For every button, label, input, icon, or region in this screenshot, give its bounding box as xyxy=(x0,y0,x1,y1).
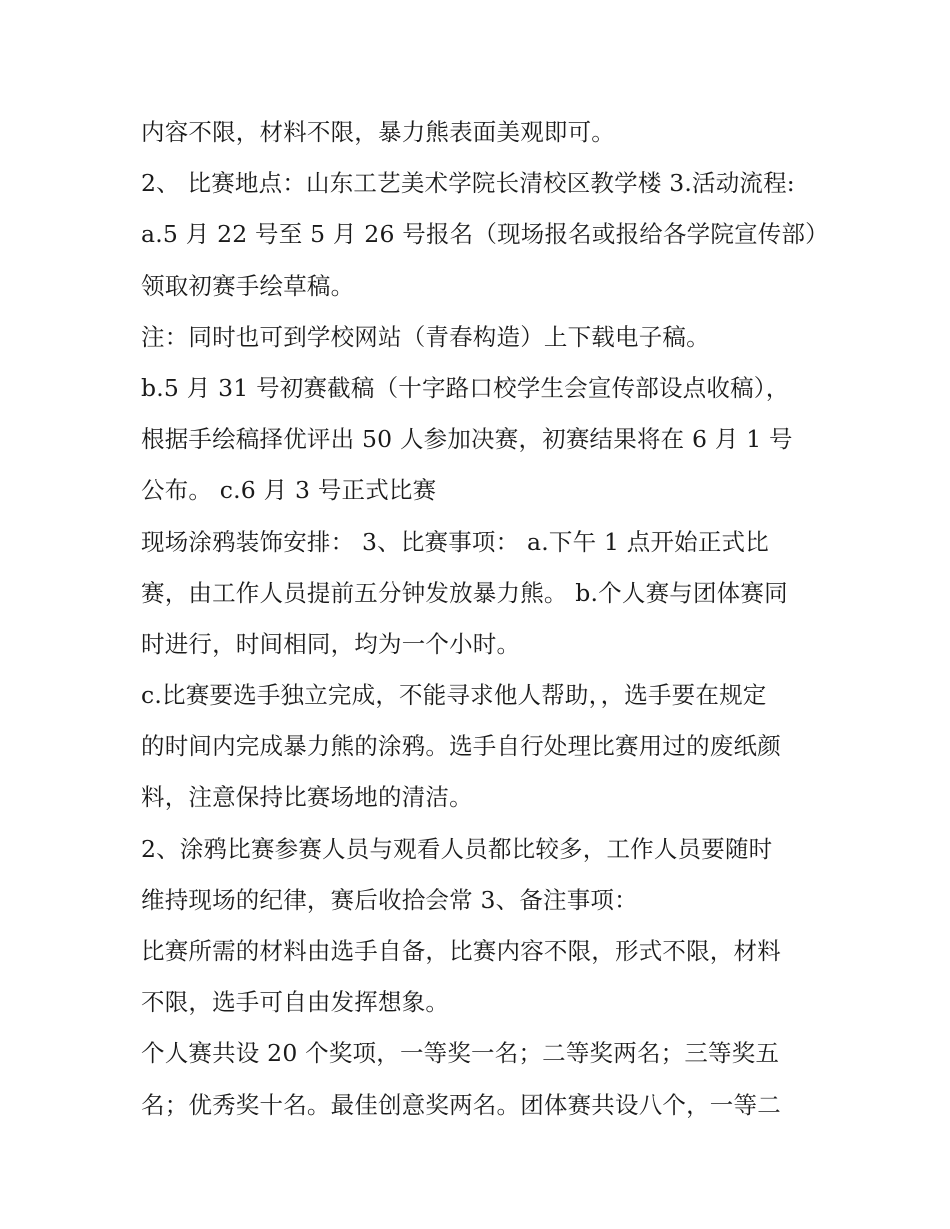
text-line: 不限，选手可自由发挥想象。 xyxy=(141,988,450,1017)
text-line: 公布。 c.6 月 3 号正式比赛 xyxy=(141,476,437,505)
text-line: 赛，由工作人员提前五分钟发放暴力熊。 b.个人赛与团体赛同 xyxy=(141,578,788,607)
text-line: 内容不限，材料不限，暴力熊表面美观即可。 xyxy=(141,118,615,146)
text-line: 根据手绘稿择优评出 50 人参加决赛，初赛结果将在 6 月 1 号 xyxy=(141,425,793,454)
text-line: 料，注意保持比赛场地的清洁。 xyxy=(141,783,473,812)
text-line: c.比赛要选手独立完成，不能寻求他人帮助，，选手要在规定 xyxy=(141,681,767,710)
document-body xyxy=(141,107,829,1131)
text-line: 时进行，时间相同，均为一个小时。 xyxy=(141,629,521,658)
text-line: 个人赛共设 20 个奖项，一等奖一名；二等奖两名；三等奖五 xyxy=(141,1039,780,1068)
text-line: 的时间内完成暴力熊的涂鸦。选手自行处理比赛用过的废纸颜 xyxy=(141,732,781,761)
text-line: b.5 月 31 号初赛截稿（十字路口校学生会宣传部设点收稿）， xyxy=(141,373,790,402)
text-line: 比赛所需的材料由选手自备，比赛内容不限，形式不限，材料 xyxy=(141,937,781,965)
text-line: 领取初赛手绘草稿。 xyxy=(141,271,355,300)
text-line: 注：同时也可到学校网站（青春构造）上下载电子稿。 xyxy=(141,322,710,351)
text-line: a.5 月 22 号至 5 月 26 号报名（现场报名或报给各学院宣传部） xyxy=(141,220,829,249)
text-line: 名；优秀奖十名。最佳创意奖两名。团体赛共设八个，一等二 xyxy=(141,1090,781,1119)
text-line: 2、涂鸦比赛参赛人员与观看人员都比较多，工作人员要随时 xyxy=(141,834,773,863)
text-line: 现场涂鸦装饰安排： 3、比赛事项： a.下午 1 点开始正式比 xyxy=(141,527,769,556)
text-line: 2、 比赛地点：山东工艺美术学院长清校区教学楼 3.活动流程: xyxy=(141,169,795,198)
text-line: 维持现场的纪律，赛后收拾会常 3、备注事项： xyxy=(141,885,638,914)
